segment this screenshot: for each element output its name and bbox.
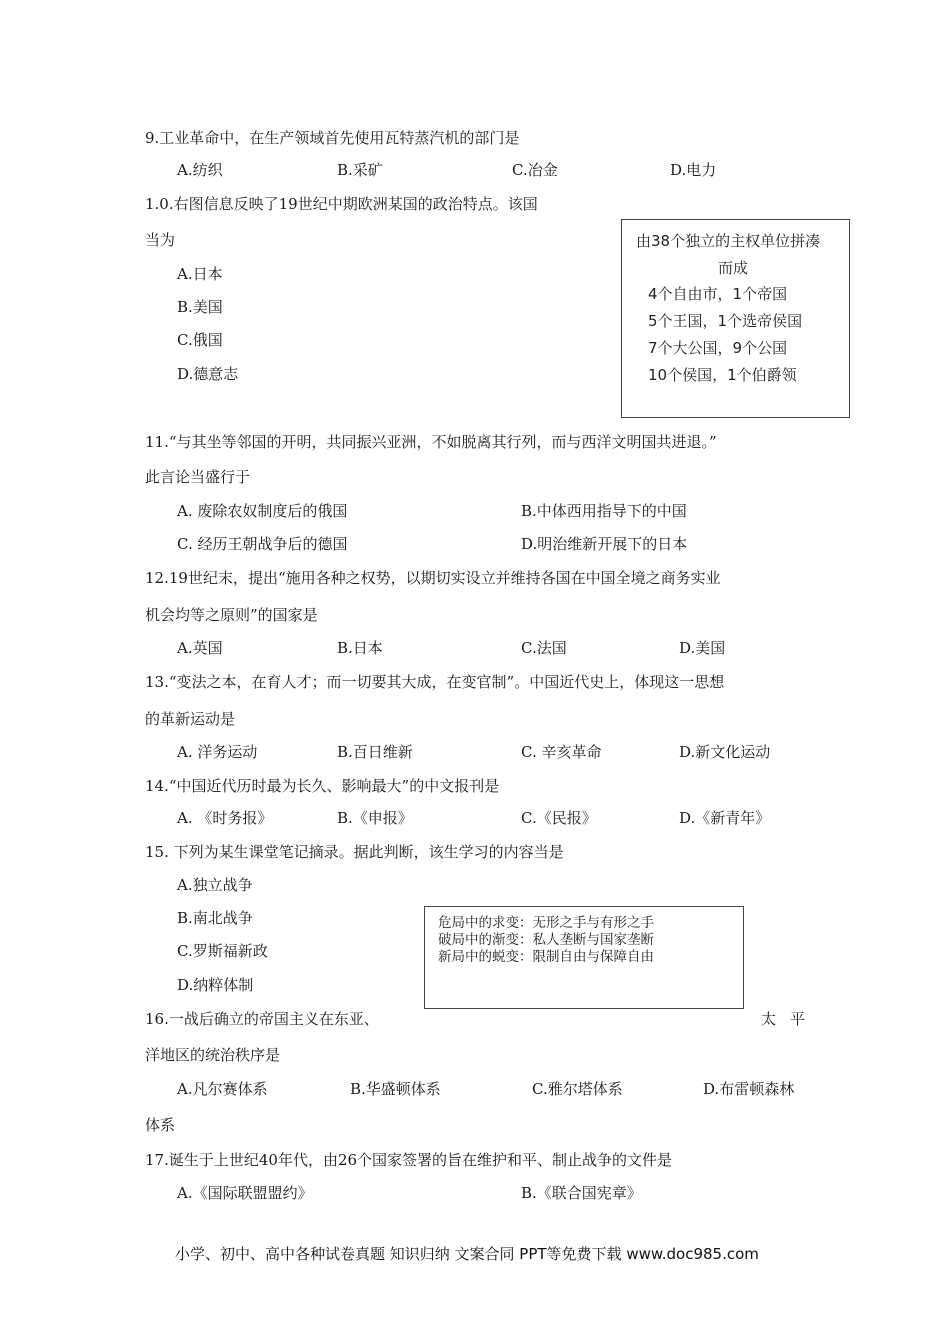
q9-option-b: B.采矿 [337,161,383,179]
q10-box-line-1: 由38个独立的主权单位拼凑 [636,232,821,250]
q10-option-b: B.美国 [177,298,223,316]
q10-stem: 1.0.右图信息反映了19世纪中期欧洲某国的政治特点。该国 [145,195,538,213]
q16-option-b: B.华盛顿体系 [350,1080,441,1098]
q16-option-c: C.雅尔塔体系 [532,1080,623,1098]
q16-option-a: A.凡尔赛体系 [177,1080,268,1098]
q11-option-b: B.中体西用指导下的中国 [521,502,687,520]
q9-option-c: C.冶金 [512,161,558,179]
q10-box-line-3: 4个自由市，1个帝国 [648,285,788,303]
q12-option-a: A.英国 [177,639,223,657]
q13-stem-continued: 的革新运动是 [145,710,236,728]
q10-option-a: A.日本 [177,265,223,283]
q14-stem: 14.“中国近代历时最为长久、影响最大”的中文报刊是 [145,777,500,795]
q14-option-b: B.《申报》 [337,809,413,827]
q15-option-b: B.南北战争 [177,909,253,927]
q11-option-a: A. 废除农奴制度后的俄国 [177,502,348,520]
q11-stem: 11.“与其坐等邻国的开明，共同振兴亚洲，不如脱离其行列，而与西洋文明国共进退。” [145,433,717,451]
q12-option-d: D.美国 [679,639,726,657]
q14-option-a: A. 《时务报》 [177,809,273,827]
q13-option-a: A. 洋务运动 [177,743,258,761]
q15-box-line-2: 破局中的渐变：私人垄断与国家垄断 [438,932,654,948]
q14-option-c: C.《民报》 [521,809,597,827]
q10-box-line-5: 7个大公国，9个公国 [648,339,788,357]
q16-stem-continued: 洋地区的统治秩序是 [145,1046,281,1064]
q16-option-d-continued: 体系 [145,1116,176,1134]
q10-box-line-6: 10个侯国，1个伯爵领 [648,366,797,384]
q9-stem: 9.工业革命中，在生产领域首先使用瓦特蒸汽机的部门是 [145,129,520,147]
q15-option-a: A.独立战争 [177,876,253,894]
q10-info-box [621,219,850,418]
q17-stem: 17.诞生于上世纪40年代，由26个国家签署的旨在维护和平、制止战争的文件是 [145,1151,673,1169]
q12-option-b: B.日本 [337,639,383,657]
q9-option-d: D.电力 [670,161,717,179]
q12-option-c: C.法国 [521,639,567,657]
q15-option-c: C.罗斯福新政 [177,942,268,960]
q10-option-d: D.德意志 [177,365,239,383]
q9-option-a: A.纺织 [177,161,223,179]
q14-option-d: D.《新青年》 [679,809,771,827]
q15-box-line-1: 危局中的求变：无形之手与有形之手 [438,915,654,931]
q16-stem: 16.一战后确立的帝国主义在东亚、 [145,1010,379,1028]
q16-stem-tail-1: 太 [761,1010,777,1028]
q11-option-d: D.明治维新开展下的日本 [521,535,688,553]
q17-option-a: A.《国际联盟盟约》 [177,1184,313,1202]
q10-box-line-4: 5个王国，1个选帝侯国 [648,312,803,330]
q15-notes-box [424,906,744,1009]
q15-option-d: D.纳粹体制 [177,976,254,994]
q13-option-c: C. 辛亥革命 [521,743,602,761]
q10-option-c: C.俄国 [177,331,223,349]
q11-option-c: C. 经历王朝战争后的德国 [177,535,348,553]
q10-stem-continued: 当为 [145,231,176,249]
q15-box-line-3: 新局中的蜕变：限制自由与保障自由 [438,949,654,965]
q17-option-b: B.《联合国宪章》 [521,1184,642,1202]
q12-stem: 12.19世纪末，提出“施用各种之权势，以期切实设立并维持各国在中国全境之商务实业 [145,569,721,587]
footer-ad-text: 小学、初中、高中各种试卷真题 知识归纳 文案合同 PPT等免费下载 www.doc985.com [175,1245,759,1263]
q13-option-d: D.新文化运动 [679,743,771,761]
q16-option-d: D.布雷顿森林 [703,1080,795,1098]
q16-stem-tail-2: 平 [790,1010,806,1028]
q11-stem-continued: 此言论当盛行于 [145,468,251,486]
q12-stem-continued: 机会均等之原则”的国家是 [145,606,318,624]
q15-stem: 15. 下列为某生课堂笔记摘录。据此判断，该生学习的内容当是 [145,843,564,861]
q13-stem: 13.“变法之本，在育人才；而一切要其大成，在变官制”。中国近代史上，体现这一思想 [145,673,725,691]
q13-option-b: B.百日维新 [337,743,413,761]
q10-box-line-2: 而成 [718,259,749,277]
